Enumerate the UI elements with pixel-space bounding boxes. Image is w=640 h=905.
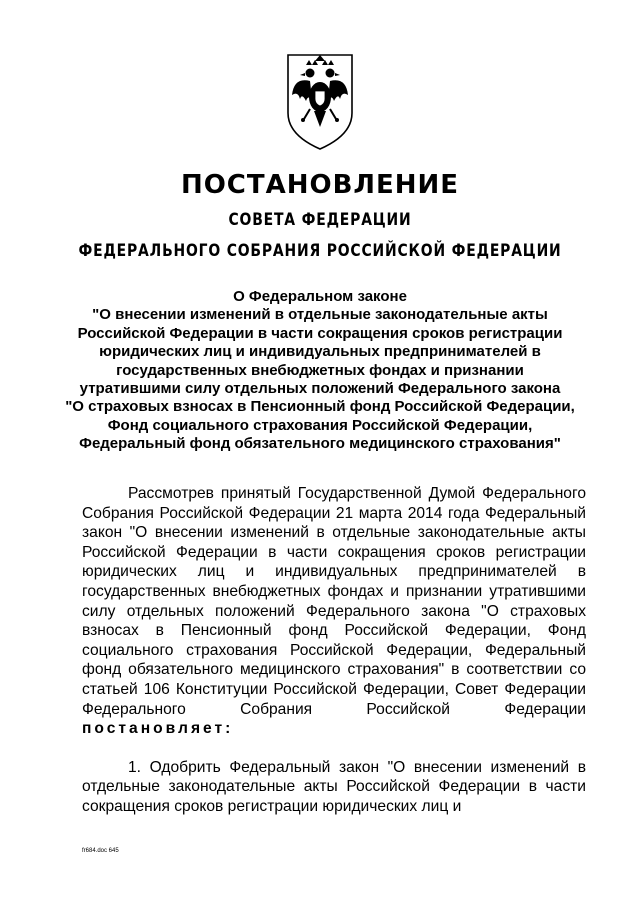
issuer-line-2: ФЕДЕРАЛЬНОГО СОБРАНИЯ РОССИЙСКОЙ ФЕДЕРАЦИИ xyxy=(78,241,562,261)
heading-line: утратившими силу отдельных положений Федерального закона xyxy=(79,380,561,398)
document-body xyxy=(82,484,586,817)
document-title: ПОСТАНОВЛЕНИЕ xyxy=(180,170,460,200)
heading-line: "О страховых взносах в Пенсионный фонд Российской Федерации, xyxy=(65,398,575,416)
heading-line: Российской Федерации в части сокращения сроков регистрации xyxy=(77,324,563,342)
issuer-line-1: СОВЕТА ФЕДЕРАЦИИ xyxy=(228,210,412,230)
heading-line: О Федеральном законе xyxy=(233,288,407,305)
preamble-text: Рассмотрев принятый Государственной Думой Федерального Собрания Российской Федерации 21 марта 2014 года Федеральный закон "О внесении изменений в отдельные законодательные акты Российской Федерации в части сокращения сроков регистрации юридических лиц и индивидуальных предпринимателей в государственных внебюджетных фондах и признании утратившими силу отдельных положений Федерального закона "О страховых взносах в Пенсионный фонд Российской Федерации, Фонд социального страхования Российской Федерации, Федеральный фонд обязательного медицинского страхования" в соответствии со статьей 106 Конституции Российской Федерации, Совет Федерации Федерального Собрания Российской Федерации xyxy=(82,485,586,718)
coat-of-arms-icon xyxy=(284,51,356,153)
heading-line: юридических лиц и индивидуальных предпринимателей в xyxy=(99,343,541,361)
heading-line: Федеральный фонд обязательного медицинского страхования" xyxy=(79,435,561,453)
heading-line: государственных внебюджетных фондах и признании xyxy=(116,361,524,379)
preamble-paragraph xyxy=(82,484,586,739)
resolves-word: постановляет: xyxy=(82,720,234,738)
clause-1-paragraph: 1. Одобрить Федеральный закон "О внесении изменений в отдельные законодательные акты Российской Федерации в части сокращения сроков регистрации юридических лиц и xyxy=(82,758,586,815)
resolution-heading xyxy=(60,288,580,454)
heading-line: "О внесении изменений в отдельные законодательные акты xyxy=(92,306,548,324)
heading-line: Фонд социального страхования Российской Федерации, xyxy=(107,416,533,434)
file-footer: fr684.doc 645 xyxy=(82,848,119,854)
